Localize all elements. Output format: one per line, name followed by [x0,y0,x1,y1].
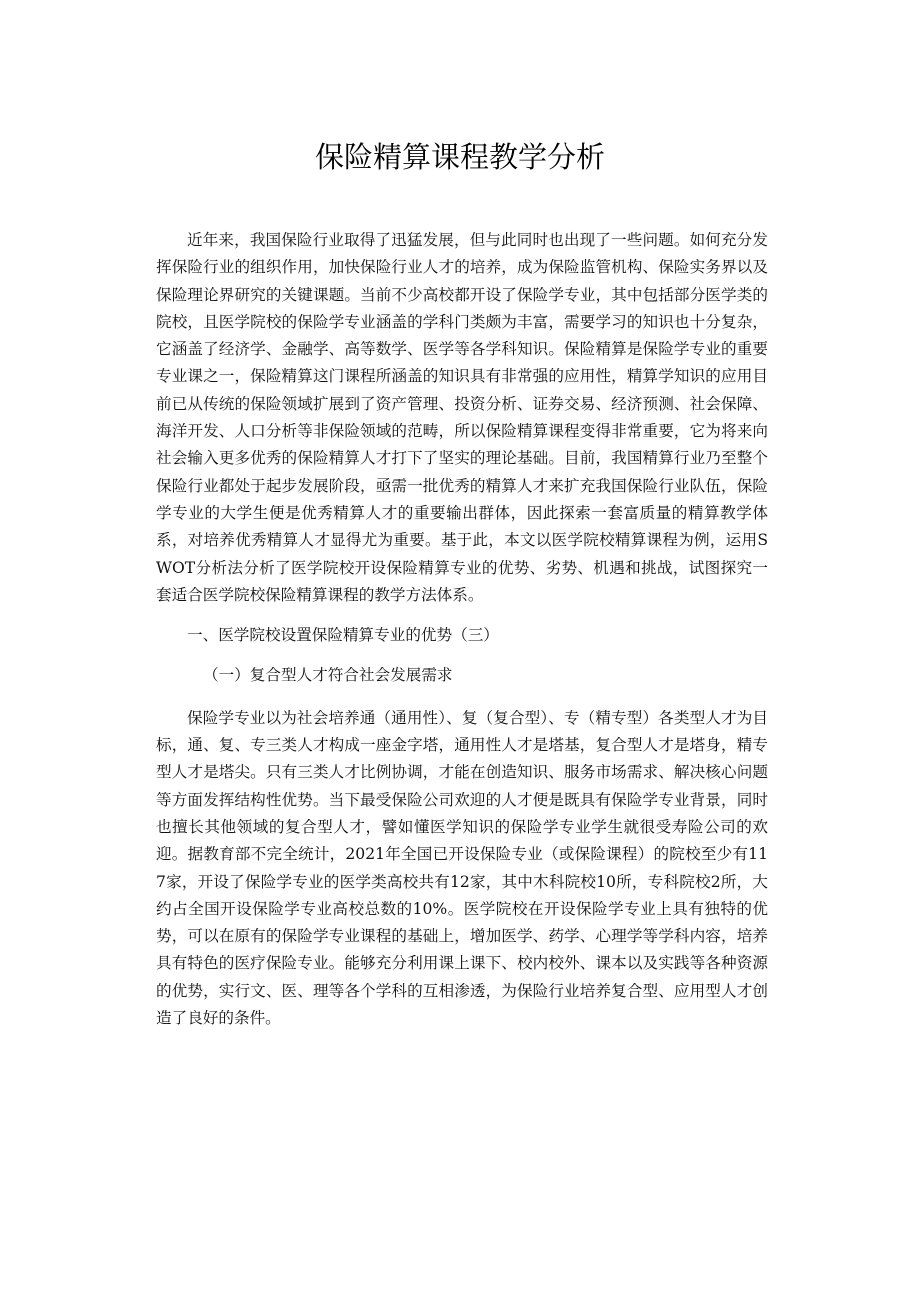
document-body [156,227,768,1032]
intro-paragraph: 近年来，我国保险行业取得了迅猛发展，但与此同时也出现了一些问题。如何充分发挥保险行业的组织作用，加快保险行业人才的培养，成为保险监管机构、保险实务界以及保险理论界研究的关键课题。当前不少高校都开设了保险学专业，其中包括部分医学类的院校，且医学院校的保险学专业涵盖的学科门类颇为丰富，需要学习的知识也十分复杂，它涵盖了经济学、金融学、高等数学、医学等各学科知识。保险精算是保险学专业的重要专业课之一，保险精算这门课程所涵盖的知识具有非常强的应用性，精算学知识的应用目前已从传统的保险领域扩展到了资产管理、投资分析、证券交易、经济预测、社会保障、海洋开发、人口分析等非保险领域的范畴，所以保险精算课程变得非常重要，它为将来向社会输入更多优秀的保险精算人才打下了坚实的理论基础。目前，我国精算行业乃至整个保险行业都处于起步发展阶段，亟需一批优秀的精算人才来扩充我国保险行业队伍，保险学专业的大学生便是优秀精算人才的重要输出群体，因此探索一套富质量的精算教学体系，对培养优秀精算人才显得尤为重要。基于此，本文以医学院校精算课程为例，运用SWOT分析法分析了医学院校开设保险精算专业的优势、劣势、机遇和挑战，试图探究一套适合医学院校保险精算课程的教学方法体系。 [156,231,768,604]
document-title: 保险精算课程教学分析 [314,140,605,174]
spacer [156,609,768,622]
body-paragraph: 保险学专业以为社会培养通（通用性）、复（复合型）、专（精专型）各类型人才为目标，通、复、专三类人才构成一座金字塔，通用性人才是塔基，复合型人才是塔身，精专型人才是塔尖。只有三类人才比例协调，才能在创造知识、服务市场需求、解决核心问题等方面发挥结构性优势。当下最受保险公司欢迎的人才便是既具有保险学专业背景，同时也擅长其他领域的复合型人才，譬如懂医学知识的保险学专业学生就很受寿险公司的欢迎。据教育部不完全统计，2021年全国已开设保险专业（或保险课程）的院校至少有117家，开设了保险学专业的医学类高校共有12家，其中木科院校10所，专科院校2所，大约占全国开设保险学专业高校总数的10%。医学院校在开设保险学专业上具有独特的优势，可以在原有的保险学专业课程的基础上，增加医学、药学、心理学等学科内容，培养具有特色的医疗保险专业。能够充分利用课上课下、校内校外、课本以及实践等各种资源的优势，实行文、医、理等各个学科的互相渗透，为保险行业培养复合型、应用型人才创造了良好的条件。 [156,708,768,1028]
subsection-heading: （一）复合型人才符合社会发展需求 [203,666,453,685]
spacer [156,690,768,705]
section-heading: 一、医学院校设置保险精算专业的优势（三） [187,626,499,645]
spacer [156,649,768,662]
